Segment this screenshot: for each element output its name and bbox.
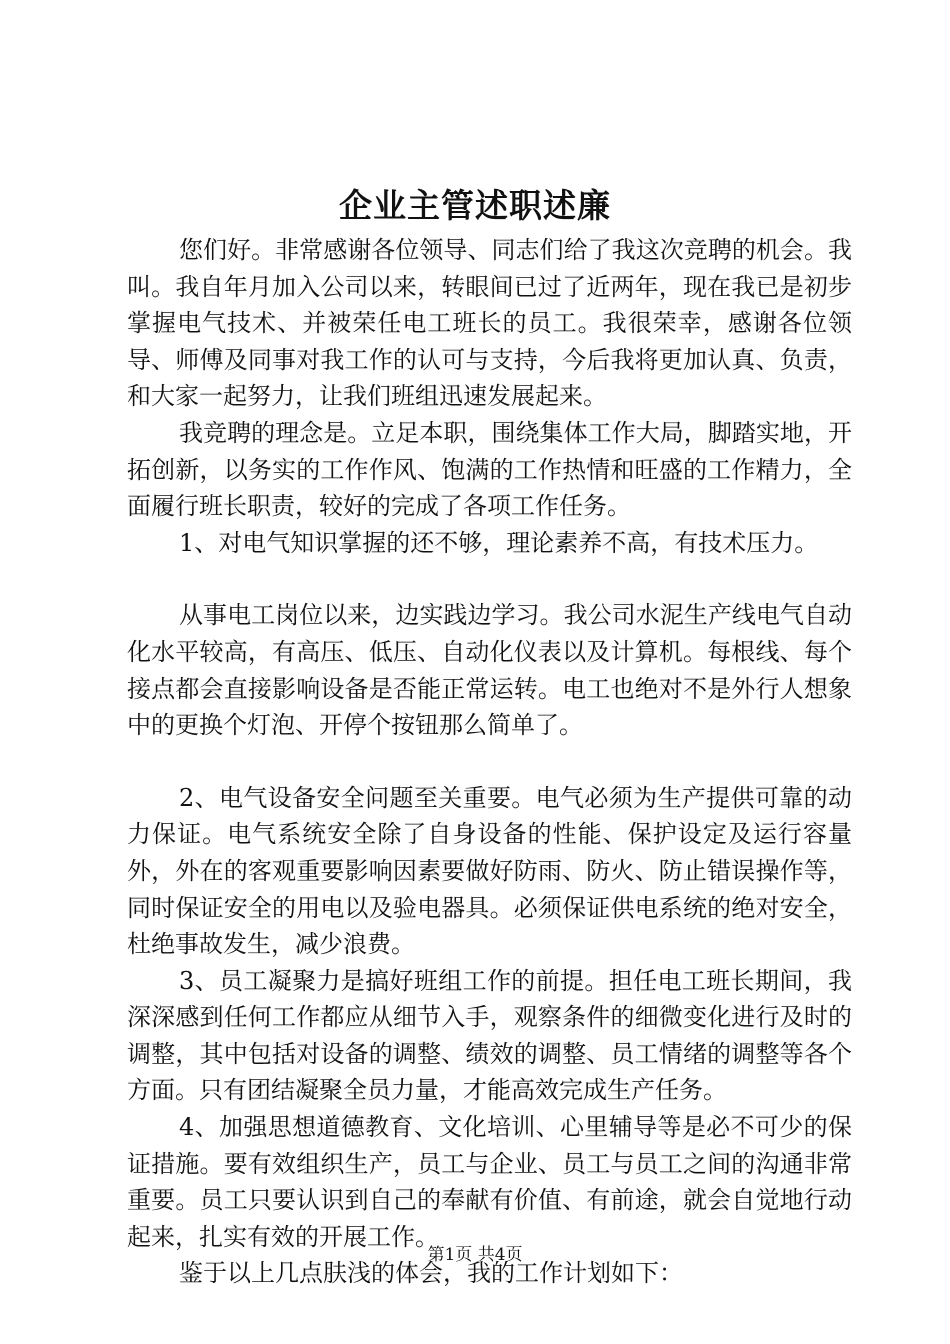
paragraph-point-2: 2、电气设备安全问题至关重要。电气必须为生产提供可靠的动力保证。电气系统安全除了自身设备的性能、保护设定及运行容量外，外在的客观重要影响因素要做好防雨、防火、防止错误操作等，同时保证安全的用电以及验电器具。必须保证供电系统的绝对安全，杜绝事故发生，减少浪费。 — [127, 783, 852, 959]
paragraph-work-plan: 鉴于以上几点肤浅的体会，我的工作计划如下： — [179, 1259, 683, 1288]
paragraph-greeting: 您们好。非常感谢各位领导、同志们给了我这次竞聘的机会。我叫。我自年月加入公司以来，转眼间已过了近两年，现在我已是初步掌握电气技术、并被荣任电工班长的员工。我很荣幸，感谢各位领导、师傅及同事对我工作的认可与支持，今后我将更加认真、负责，和大家一起努力，让我们班组迅速发展起来。 — [127, 236, 852, 411]
document-body — [127, 232, 852, 1292]
paragraph-electrician-experience: 从事电工岗位以来，边实践边学习。我公司水泥生产线电气自动化水平较高，有高压、低压、自动化仪表以及计算机。每根线、每个接点都会直接影响设备是否能正常运转。电工也绝对不是外行人想象中的更换个灯泡、开停个按钮那么简单了。 — [127, 601, 852, 740]
paragraph-point-1: 1、对电气知识掌握的还不够，理论素养不高，有技术压力。 — [179, 528, 819, 557]
paragraph-point-4: 4、加强思想道德教育、文化培训、心里辅导等是必不可少的保证措施。要有效组织生产，员工与企业、员工与员工之间的沟通非常重要。员工只要认识到自己的奉献有价值、有前途，就会自觉地行动起来，扎实有效的开展工作。 — [127, 1113, 852, 1251]
document-title: 企业主管述职述廉 — [339, 186, 611, 225]
paragraph-philosophy: 我竞聘的理念是。立足本职，围绕集体工作大局，脚踏实地，开拓创新，以务实的工作作风、饱满的工作热情和旺盛的工作精力，全面履行班长职责，较好的完成了各项工作任务。 — [127, 418, 852, 521]
page-number-footer: 第1页 共4页 — [427, 1245, 523, 1265]
paragraph-point-3: 3、员工凝聚力是搞好班组工作的前提。担任电工班长期间，我深深感到任何工作都应从细节入手，观察条件的细微变化进行及时的调整，其中包括对设备的调整、绩效的调整、员工情绪的调整等各个方面。只有团结凝聚全员力量，才能高效完成生产任务。 — [127, 966, 852, 1105]
